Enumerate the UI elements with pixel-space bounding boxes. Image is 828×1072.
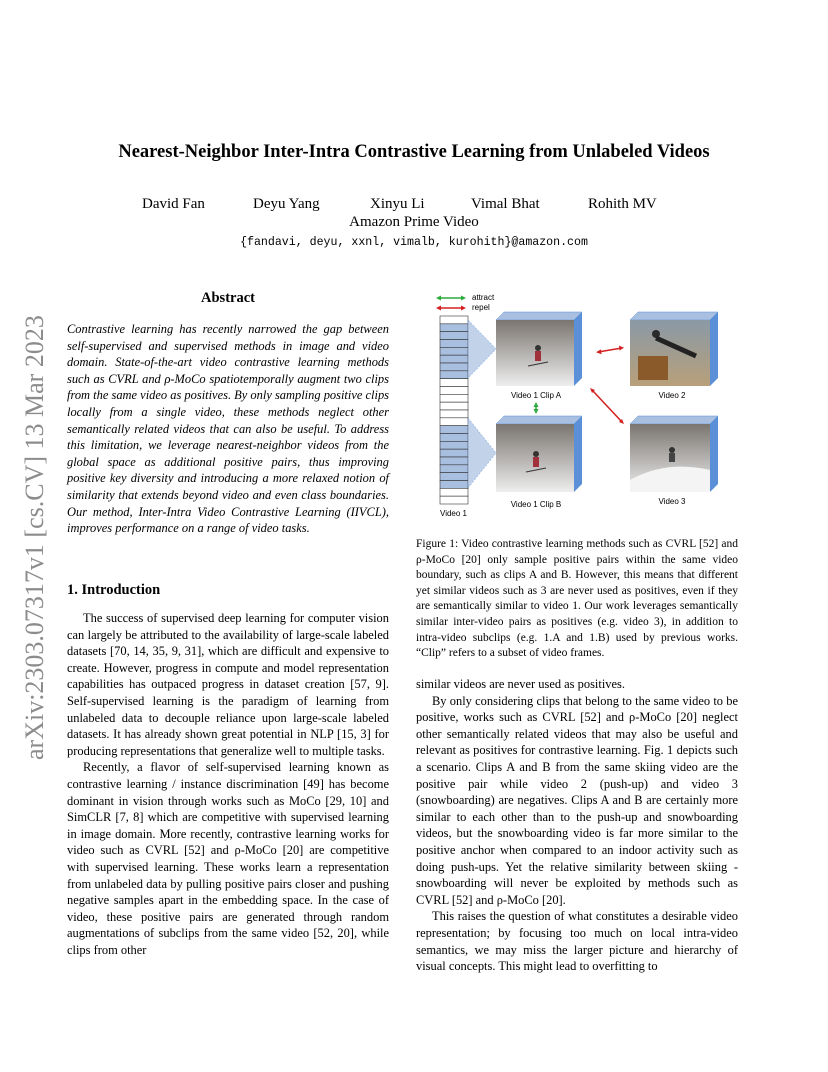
legend-attract-arrow [436,296,466,301]
video-1-frame [440,347,468,355]
video-1-frame [440,441,468,449]
video-1-frame [440,465,468,473]
video-1-strip [440,316,468,504]
affiliation: Amazon Prime Video [349,214,479,230]
video-1-frame [440,387,468,395]
video-3-thumbnail [630,416,718,492]
figure-1 [416,290,738,520]
video-1-frame [440,457,468,465]
author-name: Deyu Yang [253,196,320,212]
video-1-frame [440,481,468,489]
video-1-frame [440,418,468,426]
intro-heading: 1. Introduction [67,582,161,598]
intro-paragraph: The success of supervised deep learning for computer vision can largely be attributed to the availability of large-scale labeled datasets [70, 14, 35, 9, 31], which are difficult and expensive to create. However, progress in compute and model representation capabilities has outpaced progress in dataset creation [57, 9]. Self-supervised learning is the paradigm of learning from unlabeled data to decouple reliance upon large-scale labeled datasets. It has already shown great potential in NLP [15, 3] for producing representations that generalize well to multiple tasks. [67,611,389,758]
clip-a-label: Video 1 Clip A [510,391,562,400]
video-1-frame [440,355,468,363]
repel-arrow-clip-a-video-3 [590,388,624,424]
author-name: Vimal Bhat [471,196,540,212]
video-1-frame [440,426,468,434]
author-emails: {fandavi, deyu, xxnl, vimalb, kurohith}@amazon.com [240,236,588,249]
figure-diagram [416,290,738,520]
video-1-frame [440,332,468,340]
author-name: Xinyu Li [370,196,425,212]
video-1-frame [440,496,468,504]
legend-attract-label: attract [472,293,495,302]
body-paragraph: similar videos are never used as positives. [416,677,625,691]
attract-arrow-clip-a-clip-b [534,402,539,414]
video-1-frame [440,371,468,379]
clip-b-projection [468,418,496,488]
video-1-frame [440,379,468,387]
arxiv-stamp: arXiv:2303.07317v1 [cs.CV] 13 Mar 2023 [20,315,49,760]
clip-a-projection [468,320,496,378]
video-1-frame [440,488,468,496]
video-1-frame [440,316,468,324]
video-3-label: Video 3 [658,497,686,506]
video-1-frame [440,473,468,481]
video-1-frame [440,340,468,348]
author-name: David Fan [142,196,205,212]
paper-title: Nearest-Neighbor Inter-Intra Contrastive Learning from Unlabeled Videos [118,142,710,162]
video-1-frame [440,363,468,371]
abstract-heading: Abstract [201,290,255,306]
video-1-label: Video 1 [440,509,467,518]
author-name: Rohith MV [588,196,657,212]
video-2-thumbnail [630,312,718,386]
video-1-clip-a-thumbnail [496,312,582,386]
video-1-clip-b-thumbnail [496,416,582,492]
intro-paragraph: Recently, a flavor of self-supervised learning known as contrastive learning / instance discrimination [49] has become dominant in vision through works such as MoCo [29, 10] and SimCLR [7, 8] which are competitive with supervised learning in image domain. More recently, contrastive learning works for video such as CVRL [52] and ρ-MoCo [20] are competitive with supervised learning. These works learn a representation from unlabeled data by pulling positive pairs closer and pushing negative samples apart in the embedding space. In the case of video, these positive pairs are generated through random augmentations of subclips from the same video [52, 20], while clips from other [67,760,389,957]
figure-caption: Figure 1: Video contrastive learning methods such as CVRL [52] and ρ-MoCo [20] only sample positive pairs within the same video boundary, such as clips A and B. However, this means that different yet similar videos such as 3 are never used as positives, even if they are semantically similar to video 1. Our work leverages semantically similar inter-video pairs as positives (e.g. video 3), in addition to intra-video subclips (e.g. 1.A and 1.B) used by previous works. “Clip” refers to a subset of video frames. [416,538,738,660]
video-1-frame [440,434,468,442]
legend-repel-label: repel [472,303,490,312]
video-1-frame [440,449,468,457]
video-1-frame [440,394,468,402]
video-1-frame [440,402,468,410]
video-1-frame [440,324,468,332]
video-1-frame [440,410,468,418]
abstract-text: Contrastive learning has recently narrowed the gap between self-supervised and supervised methods in image and video domain. State-of-the-art video contrastive learning methods such as CVRL and ρ-MoCo spatiotemporally augment two clips from the same video as positives. By only sampling positive clips locally from a single video, these methods neglect other semantically related videos that can also be useful. To address this limitation, we leverage nearest-neighbor videos from the global space as additional positive pairs, thus improving positive key diversity and introducing a more relaxed notion of similarity that extends beyond video and even class boundaries. Our method, Inter-Intra Video Contrastive Learning (IIVCL), improves performance on a range of video tasks. [67,322,389,536]
clip-b-label: Video 1 Clip B [510,500,562,509]
video-2-label: Video 2 [658,391,686,400]
repel-arrow-clip-a-video-2 [596,346,624,355]
author-list [0,196,828,216]
body-paragraph: This raises the question of what constitutes a desirable video representation; by focusing too much on local intra-video semantics, we may miss the larger picture and hierarchy of visual concepts. This might lead to overfitting to [416,909,738,974]
legend-repel-arrow [436,306,466,311]
body-paragraph: By only considering clips that belong to the same video to be positive, works such as CVRL [52] and ρ-MoCo [20] neglect other semantically related videos that may also be useful and relevant as positives for contrastive learning. Fig. 1 depicts such a scenario. Clips A and B from the same skiing video are the positive pair while video 2 (push-up) and video 3 (snowboarding) are negatives. Clips A and B are certainly more similar to each other than to the push-up and snowboarding videos, but the snowboarding video is far more similar to the positive anchor when compared to an indoor activity such as doing push-ups. Yet the relative similarity between skiing - snowboarding will never be exploited by methods such as CVRL [52] and ρ-MoCo [20]. [416,693,738,907]
